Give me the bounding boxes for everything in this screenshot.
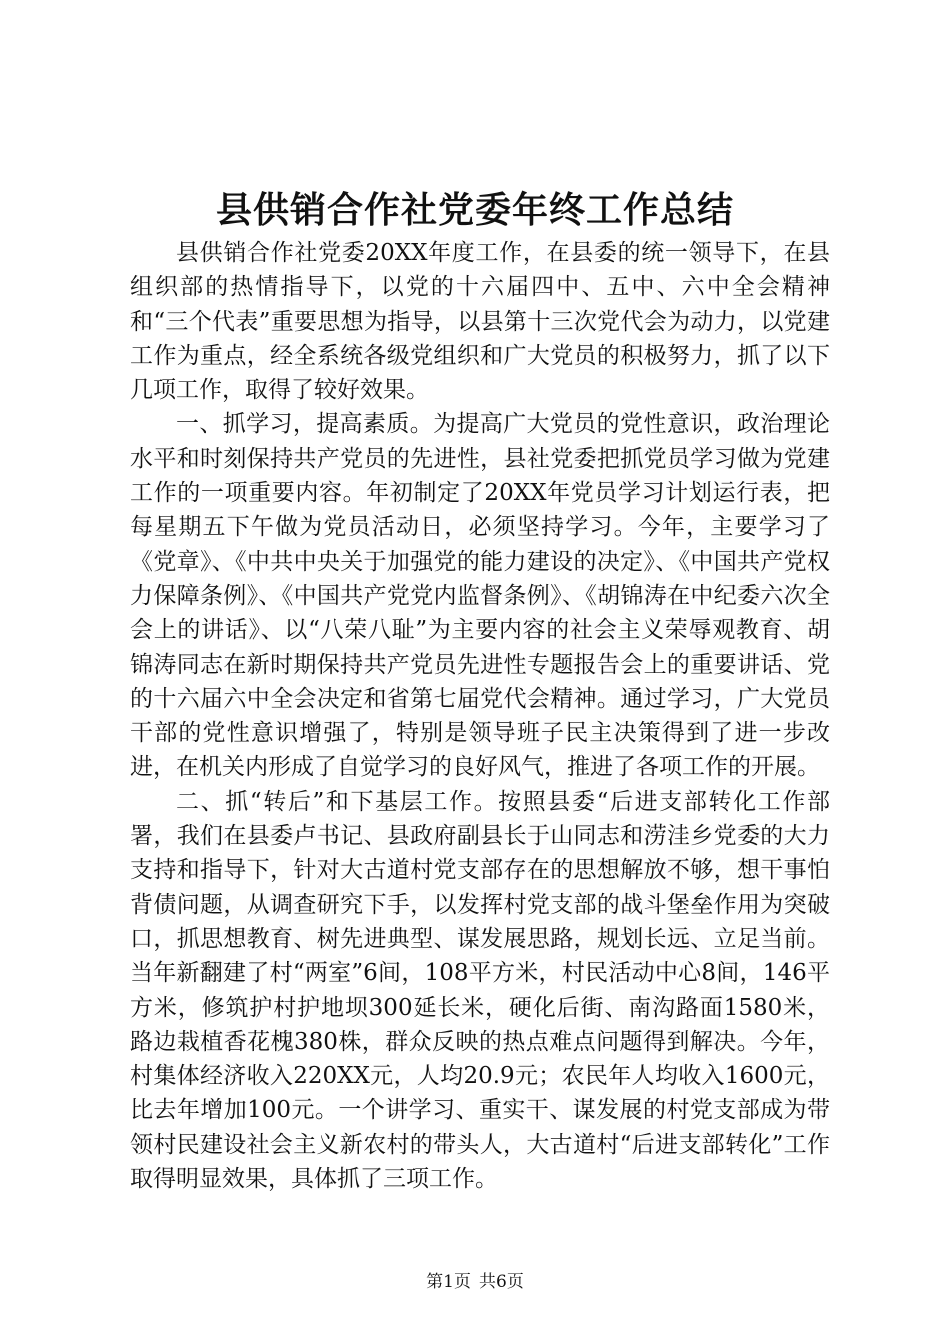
paragraph-section-one: 一、抓学习，提高素质。为提高广大党员的党性意识，政治理论水平和时刻保持共产党员的先进性，县社党委把抓党员学习做为党建工作的一项重要内容。年初制定了20XX年党员学习计划运行表，把每星期五下午做为党员活动日，必须坚持学习。今年，主要学习了《党章》、《中共中央关于加强党的能力建设的决定》、《中国共产党权力保障条例》、《中国共产党党内监督条例》、《胡锦涛在中纪委六次全会上的讲话》、以“八荣八耻”为主要内容的社会主义荣辱观教育、胡锦涛同志在新时期保持共产党员先进性专题报告会上的重要讲话、党的十六届六中全会决定和省第七届党代会精神。通过学习，广大党员干部的党性意识增强了，特别是领导班子民主决策得到了进一步改进，在机关内形成了自觉学习的良好风气，推进了各项工作的开展。 <box>130 411 830 781</box>
page-number: 第1页 <box>426 1272 471 1292</box>
paragraph-intro: 县供销合作社党委20XX年度工作，在县委的统一领导下，在县组织部的热情指导下，以党的十六届四中、五中、六中全会精神和“三个代表”重要思想为指导，以县第十三次党代会为动力，以党建工作为重点，经全系统各级党组织和广大党员的积极努力，抓了以下几项工作，取得了较好效果。 <box>130 240 830 404</box>
page-footer <box>0 1270 950 1294</box>
paragraph-section-two: 二、抓“转后”和下基层工作。按照县委“后进支部转化工作部署，我们在县委卢书记、县政府副县长于山同志和涝洼乡党委的大力支持和指导下，针对大古道村党支部存在的思想解放不够，想干事怕背债问题，从调查研究下手，以发挥村党支部的战斗堡垒作用为突破口，抓思想教育、树先进典型、谋发展思路，规划长远、立足当前。当年新翻建了村“两室”6间，108平方米，村民活动中心8间，146平方米，修筑护村护地坝300延长米，硬化后街、南沟路面1580米，路边栽植香花槐380株，群众反映的热点难点问题得到解决。今年，村集体经济收入220XX元，人均20.9元；农民年人均收入1600元，比去年增加100元。一个讲学习、重实干、谋发展的村党支部成为带领村民建设社会主义新农村的带头人，大古道村“后进支部转化”工作取得明显效果，具体抓了三项工作。 <box>130 788 830 1193</box>
document-title: 县供销合作社党委年终工作总结 <box>215 189 734 231</box>
document-body <box>130 236 830 1196</box>
page-total: 共6页 <box>479 1272 524 1292</box>
